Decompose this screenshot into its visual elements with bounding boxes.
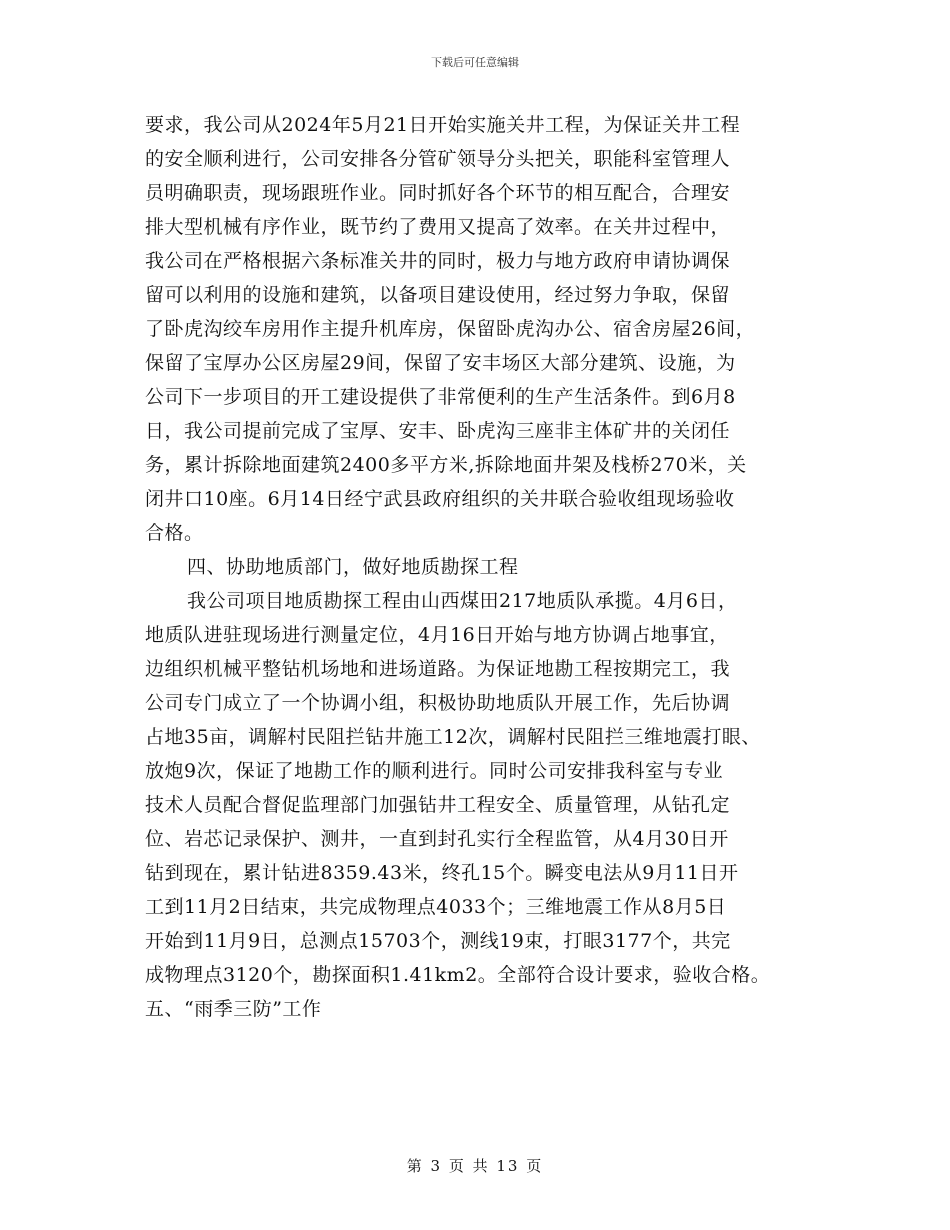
text-line: 成物理点3120个，勘探面积1.41km2。全部符合设计要求，验收合格。 <box>145 964 771 986</box>
text-line: 地质队进驻现场进行测量定位，4月16日开始与地方协调占地事宜， <box>145 624 729 646</box>
text-line: 留可以利用的设施和建筑，以备项目建设使用，经过努力争取，保留 <box>145 284 731 306</box>
text-line: 工到11月2日结束，共完成物理点4033个；三维地震工作从8月5日 <box>145 896 727 918</box>
text-line: 公司下一步项目的开工建设提供了非常便利的生产生活条件。到6月8 <box>145 386 736 408</box>
text-line: 占地35亩，调解村民阻拦钻井施工12次，调解村民阻拦三维地震打眼、 <box>145 726 761 748</box>
text-line: 位、岩芯记录保护、测井，一直到封孔实行全程监管，从4月30日开 <box>145 828 729 850</box>
text-line: 公司专门成立了一个协调小组，积极协助地质队开展工作，先后协调 <box>145 692 731 714</box>
text-line: 排大型机械有序作业，既节约了费用又提高了效率。在关井过程中， <box>145 216 731 238</box>
page-header: 下载后可任意编辑 <box>431 56 519 69</box>
text-line: 保留了宝厚办公区房屋29间，保留了安丰场区大部分建筑、设施，为 <box>145 352 736 374</box>
text-line: 开始到11月9日，总测点15703个，测线19束，打眼3177个，共完 <box>145 930 731 952</box>
text-line: 钻到现在，累计钻进8359.43米，终孔15个。瞬变电法从9月11日开 <box>145 862 739 884</box>
text-line: 了卧虎沟绞车房用作主提升机库房，保留卧虎沟办公、宿舍房屋26间， <box>145 318 756 340</box>
page-footer: 第 3 页 共 13 页 <box>406 1157 544 1175</box>
text-line: 合格。 <box>145 522 204 544</box>
text-line: 边组织机械平整钻机场地和进场道路。为保证地勘工程按期完工，我 <box>145 658 731 680</box>
text-line: 我公司项目地质勘探工程由山西煤田217地质队承揽。4月6日， <box>187 590 738 612</box>
text-line: 员明确职责，现场跟班作业。同时抓好各个环节的相互配合，合理安 <box>145 182 731 204</box>
text-line: 的安全顺利进行，公司安排各分管矿领导分头把关，职能科室管理人 <box>145 148 731 170</box>
text-line: 我公司在严格根据六条标准关井的同时，极力与地方政府申请协调保 <box>145 250 731 272</box>
text-line: 五、“雨季三防”工作 <box>145 998 322 1020</box>
document-body <box>145 108 845 1026</box>
text-line: 要求，我公司从2024年5月21日开始实施关井工程，为保证关井工程 <box>145 114 741 136</box>
text-line: 日，我公司提前完成了宝厚、安丰、卧虎沟三座非主体矿井的关闭任 <box>145 420 731 442</box>
text-line: 闭井口10座。6月14日经宁武县政府组织的关井联合验收组现场验收 <box>145 488 735 510</box>
text-line: 四、协助地质部门，做好地质勘探工程 <box>187 556 519 578</box>
text-line: 放炮9次，保证了地勘工作的顺利进行。同时公司安排我科室与专业 <box>145 760 724 782</box>
text-line: 务，累计拆除地面建筑2400多平方米,拆除地面井架及栈桥270米，关 <box>145 454 747 476</box>
text-line: 技术人员配合督促监理部门加强钻井工程安全、质量管理，从钻孔定 <box>145 794 731 816</box>
